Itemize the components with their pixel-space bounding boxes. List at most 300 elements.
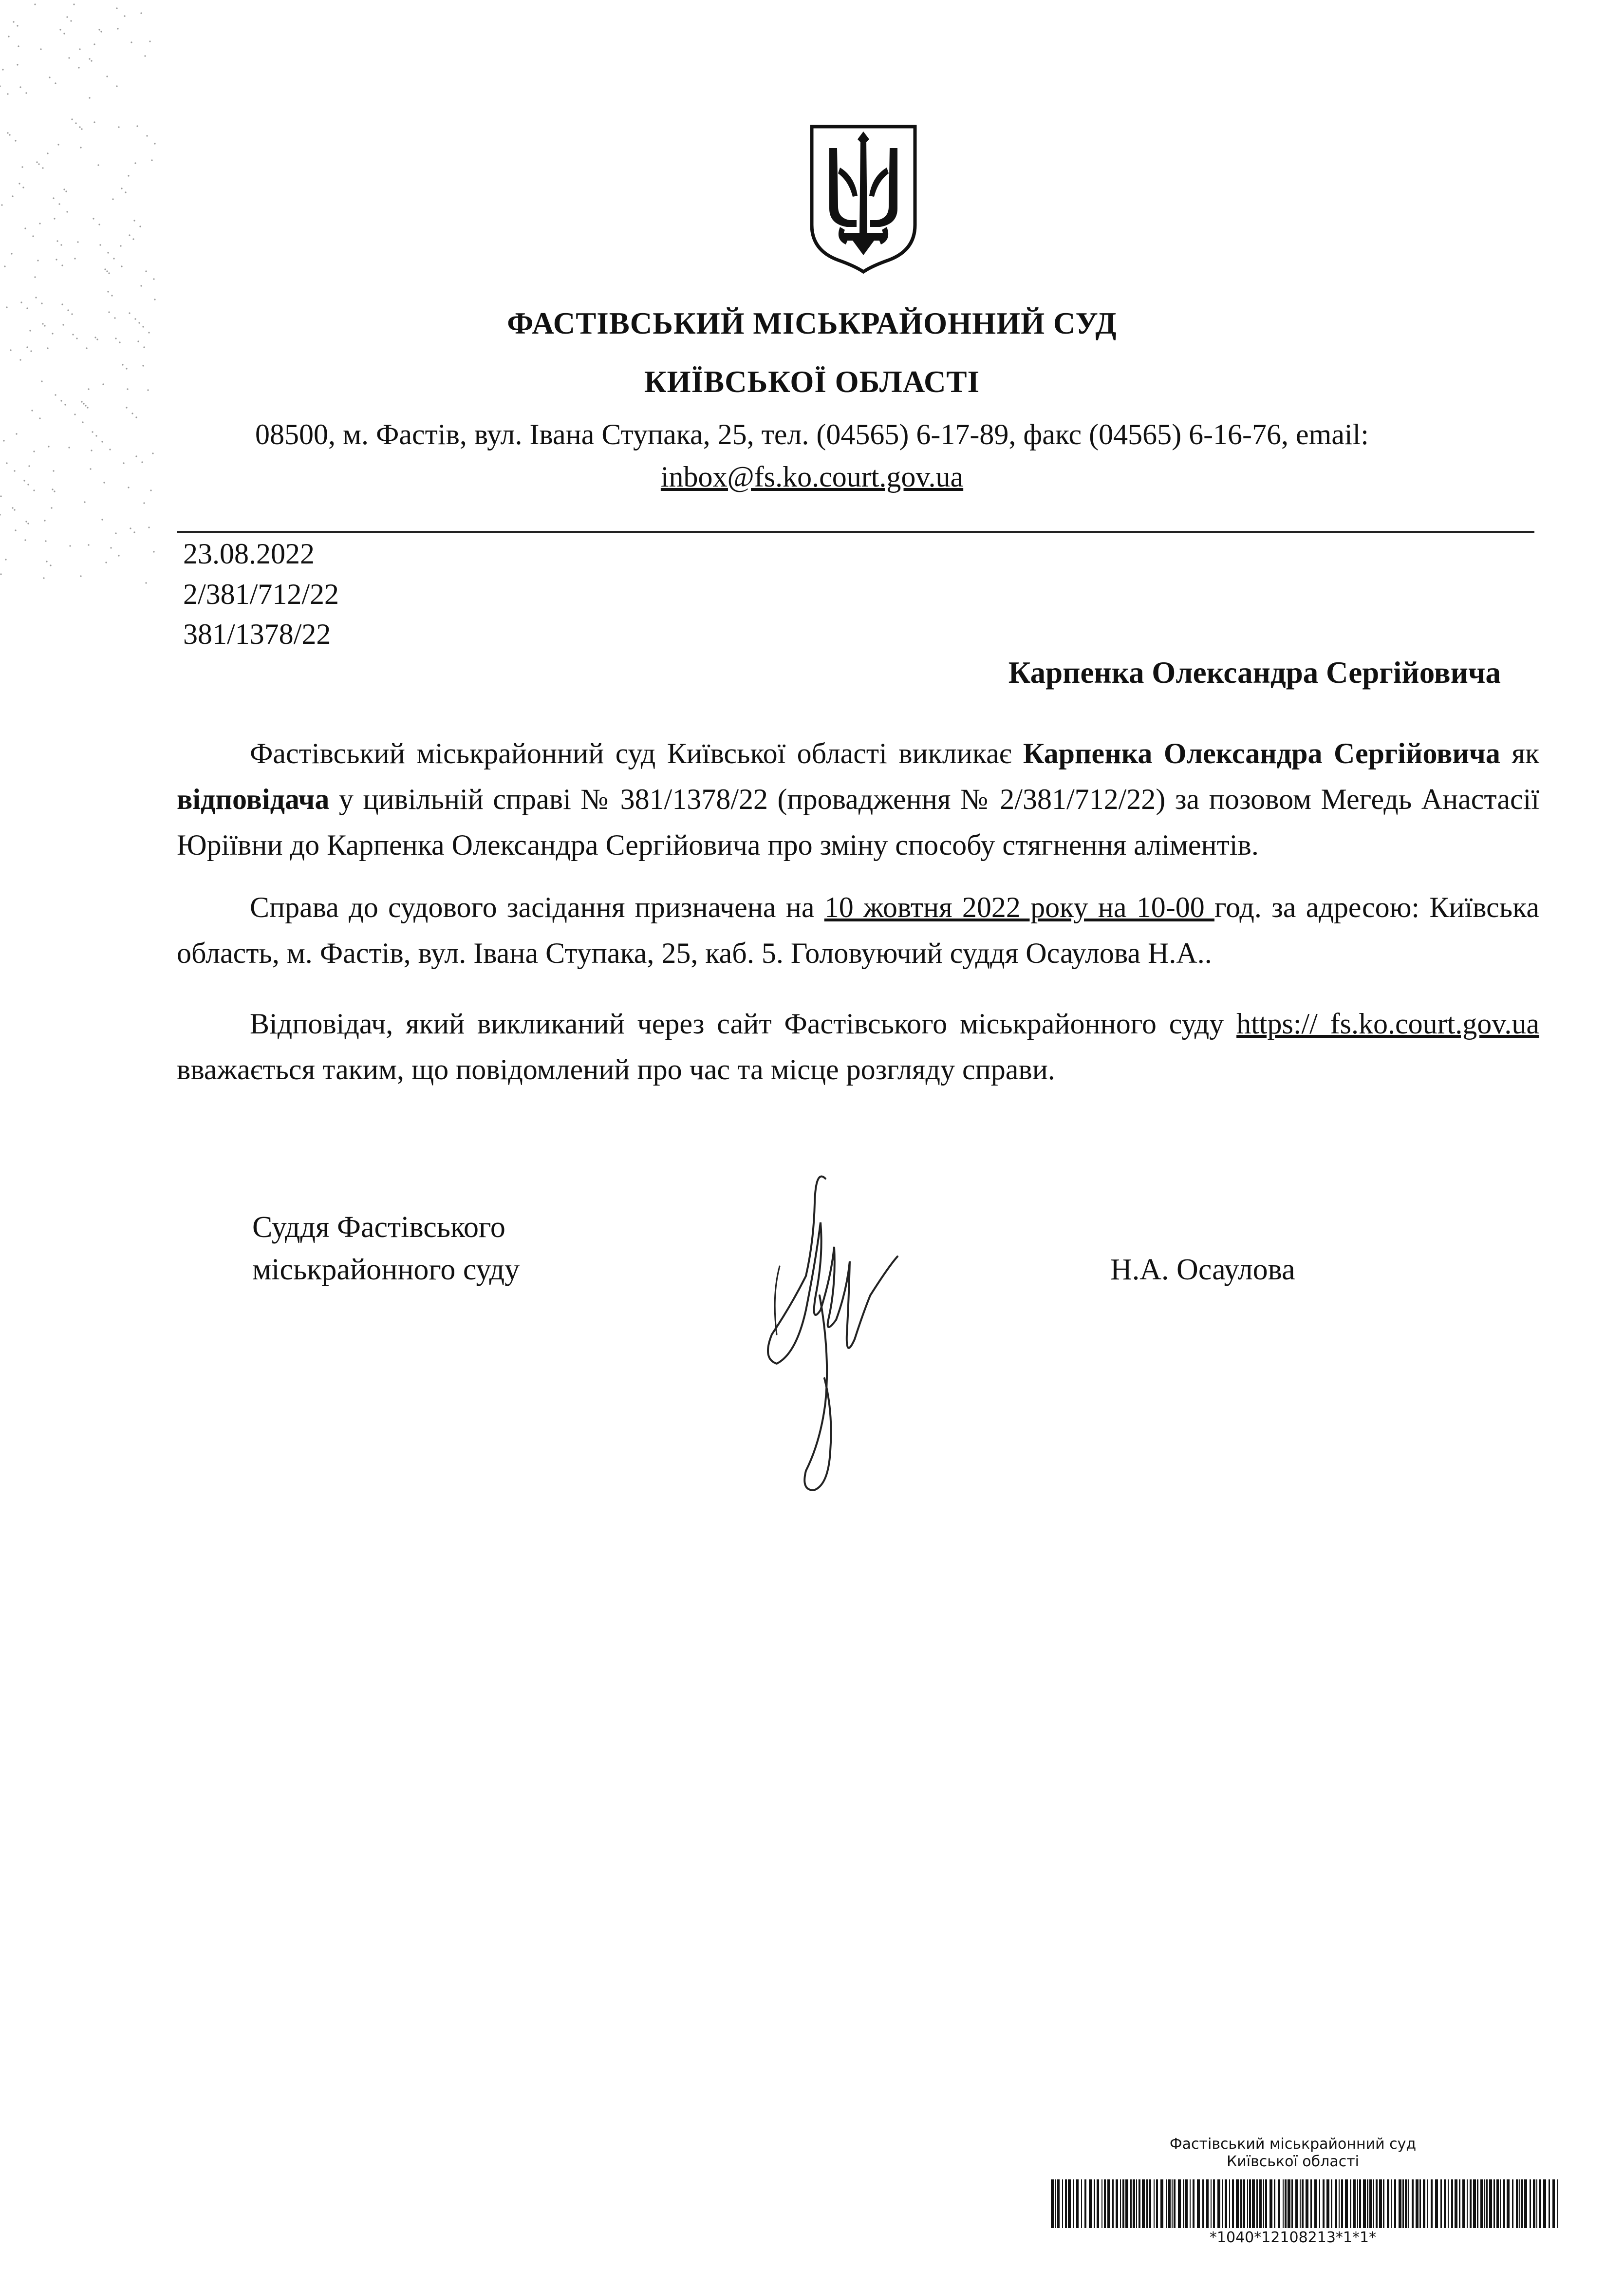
scan-dot (4, 265, 5, 267)
barcode-bar (1444, 2179, 1446, 2228)
barcode-bar (1484, 2179, 1485, 2228)
barcode-bar (1222, 2179, 1223, 2228)
barcode-bar (1122, 2179, 1124, 2228)
scan-dot (140, 12, 142, 14)
scan-dot (87, 407, 88, 408)
scan-dot (61, 264, 63, 266)
barcode-bar (1557, 2179, 1558, 2228)
barcode-bar (1512, 2179, 1513, 2228)
proceeding-number: 2/381/712/22 (183, 578, 339, 610)
barcode-bar (1197, 2179, 1200, 2228)
barcode-bar (1174, 2179, 1176, 2228)
barcode-bar (1295, 2179, 1298, 2228)
scan-dot (106, 75, 108, 77)
scan-dot (143, 502, 145, 504)
scan-dot (85, 405, 86, 406)
barcode-bar (1448, 2179, 1449, 2228)
barcode-bar (1240, 2179, 1242, 2228)
scan-dot (39, 223, 40, 224)
scan-dot (118, 555, 119, 556)
barcode-bar (1225, 2179, 1227, 2228)
scan-dot (151, 159, 152, 161)
barcode-bar (1252, 2179, 1255, 2228)
scan-dot (10, 349, 11, 351)
scan-dot (12, 507, 13, 508)
scan-dot (41, 302, 42, 304)
scan-dot (19, 359, 21, 360)
scan-dot (113, 258, 114, 259)
barcode-bar (1503, 2179, 1505, 2228)
scan-dot (116, 85, 117, 87)
barcode-bar (1229, 2179, 1230, 2228)
scan-dot (40, 48, 41, 50)
barcode-bar (1259, 2179, 1262, 2228)
barcode-bar (1383, 2179, 1384, 2228)
scan-dot (144, 55, 146, 56)
scan-dot (149, 40, 150, 42)
scan-dot (140, 285, 142, 286)
scan-noise (0, 0, 156, 584)
barcode-bar (1345, 2179, 1348, 2228)
barcode-bar (1302, 2179, 1304, 2228)
barcode-bar (1206, 2179, 1209, 2228)
scan-dot (75, 122, 76, 124)
barcode-bar (1399, 2179, 1401, 2228)
barcode-bar (1341, 2179, 1343, 2228)
scan-dot (13, 21, 14, 22)
barcode-bar (1306, 2179, 1308, 2228)
barcode-bar (1489, 2179, 1492, 2228)
scan-dot (17, 64, 18, 65)
barcode-bar (1516, 2179, 1518, 2228)
scan-dot (0, 573, 1, 575)
scan-dot (20, 301, 22, 303)
barcode-bar (1359, 2179, 1361, 2228)
scan-dot (139, 225, 141, 227)
barcode-bar (1265, 2179, 1267, 2228)
barcode-bar (1486, 2179, 1488, 2228)
scan-dot (124, 15, 125, 17)
barcode-bar (1353, 2179, 1356, 2228)
scan-dot (97, 164, 99, 166)
barcode-bar (1247, 2179, 1248, 2228)
barcode-bar (1379, 2179, 1382, 2228)
scan-dot (135, 455, 137, 457)
barcode-bar (1416, 2179, 1419, 2228)
scan-dot (146, 135, 148, 136)
barcode-bar (1278, 2179, 1280, 2228)
scan-dot (70, 20, 72, 21)
scan-dot (12, 195, 13, 197)
barcode-bar (1477, 2179, 1478, 2228)
barcode-bar (1243, 2179, 1245, 2228)
barcode-bar (1213, 2179, 1215, 2228)
barcode-bar (1524, 2179, 1527, 2228)
barcode-bar (1055, 2179, 1056, 2228)
scan-dot (89, 58, 90, 59)
barcode-bar (1549, 2179, 1550, 2228)
barcode-bar (1149, 2179, 1151, 2228)
scan-dot (107, 252, 109, 253)
barcode-bar (1130, 2179, 1132, 2228)
scan-dot (143, 346, 145, 348)
text-span: вважається таким, що повідомлений про час та місце розгляду справи. (177, 1053, 1055, 1086)
scan-dot (98, 224, 100, 225)
barcode-bar (1160, 2179, 1163, 2228)
barcode-bar (1408, 2179, 1409, 2228)
scan-dot (58, 203, 60, 205)
signer-title-line-1: Суддя Фастівського (252, 1211, 505, 1244)
scan-dot (81, 128, 82, 130)
scan-dot (73, 3, 75, 5)
barcode-bar (1419, 2179, 1421, 2228)
barcode-icon (1051, 2179, 1562, 2228)
barcode-bar (1166, 2179, 1167, 2228)
barcode-bar (1496, 2179, 1499, 2228)
scan-dot (51, 507, 52, 508)
barcode-bar (1120, 2179, 1121, 2228)
barcode-bar (1178, 2179, 1181, 2228)
scan-dot (71, 118, 73, 120)
scan-dot (131, 41, 132, 43)
scan-dot (57, 144, 59, 145)
coat-of-arms-icon (806, 123, 921, 275)
scan-dot (119, 341, 120, 343)
barcode-bar (1435, 2179, 1438, 2228)
barcode-label-line-1: Фастівський міськрайонний суд (1169, 2136, 1417, 2153)
barcode-bar (1068, 2179, 1071, 2228)
barcode-bar (1539, 2179, 1541, 2228)
scan-dot (98, 29, 100, 30)
barcode-bar (1104, 2179, 1106, 2228)
barcode-bar (1146, 2179, 1148, 2228)
scan-dot (89, 97, 90, 98)
case-number: 381/1378/22 (183, 618, 331, 650)
scan-dot (42, 167, 43, 169)
text-span: Справа до судового засідання призначена на (250, 891, 824, 923)
barcode-bar (1552, 2179, 1555, 2228)
scan-dot (145, 270, 147, 272)
barcode-bar (1094, 2179, 1095, 2228)
barcode-bar (1350, 2179, 1351, 2228)
scan-dot (5, 559, 6, 560)
scan-dot (112, 198, 113, 200)
scan-dot (34, 276, 36, 278)
scan-dot (83, 403, 84, 404)
scan-dot (22, 187, 24, 188)
scan-dot (25, 521, 27, 522)
scan-dot (154, 143, 155, 144)
scan-dot (59, 29, 61, 30)
barcode-bar (1236, 2179, 1239, 2228)
text-span: год. за адресою: Київська область, м. Фастів, вул. Івана Ступака, 25, каб. 5. Головуючий суддя Осаулова Н.А.. (177, 891, 1539, 969)
header-divider (177, 531, 1534, 533)
barcode-bar (1467, 2179, 1468, 2228)
barcode-bar (1533, 2179, 1535, 2228)
barcode-bar (1065, 2179, 1067, 2228)
barcode-bar (1480, 2179, 1483, 2228)
defendant-name: Карпенка Олександра Сергійовича (1023, 737, 1500, 769)
scan-dot (153, 278, 154, 280)
scan-dot (64, 404, 66, 405)
scan-dot (77, 241, 78, 243)
document-date: 23.08.2022 (183, 538, 315, 570)
scan-dot (54, 218, 55, 219)
scan-dot (68, 57, 70, 58)
scan-dot (0, 495, 1, 497)
scan-dot (105, 562, 107, 563)
scan-dot (43, 577, 44, 579)
scan-dot (110, 547, 112, 548)
scan-dot (63, 33, 65, 34)
barcode-bar (1168, 2179, 1171, 2228)
scan-dot (129, 234, 130, 236)
barcode-bar (1154, 2179, 1155, 2228)
text-span: Фастівський міськрайонний суд Київської області викликає (250, 737, 1023, 769)
barcode-bar (1125, 2179, 1128, 2228)
hearing-date: 10 жовтня 2022 року на 10-00 (824, 891, 1214, 923)
scan-dot (47, 347, 48, 349)
barcode-bar (1367, 2179, 1368, 2228)
scan-dot (93, 121, 95, 123)
scan-dot (111, 295, 112, 296)
scan-dot (145, 582, 147, 583)
scan-dot (84, 501, 85, 503)
scan-dot (18, 45, 19, 47)
scan-dot (133, 220, 135, 221)
scan-dot (104, 268, 106, 270)
barcode-bar (1232, 2179, 1234, 2228)
scan-dot (14, 509, 15, 510)
barcode-bar (1369, 2179, 1372, 2228)
scan-dot (121, 265, 122, 267)
scan-dot (78, 67, 79, 68)
barcode-bar (1269, 2179, 1272, 2228)
scan-dot (31, 410, 33, 411)
barcode-bar (1116, 2179, 1118, 2228)
scan-dot (27, 523, 29, 524)
body-paragraph-3 (177, 1001, 1539, 1092)
barcode-bar (1319, 2179, 1320, 2228)
barcode-label-line-2: Київської області (1226, 2153, 1360, 2170)
scan-dot (65, 190, 67, 192)
barcode-bar (1507, 2179, 1510, 2228)
barcode-bar (1402, 2179, 1404, 2228)
scan-dot (8, 36, 9, 37)
scan-dot (7, 93, 8, 94)
scan-dot (106, 270, 108, 272)
scan-dot (118, 126, 119, 128)
barcode-bar (1331, 2179, 1332, 2228)
barcode-bar (1519, 2179, 1520, 2228)
scan-dot (80, 575, 81, 577)
scan-dot (9, 134, 10, 135)
scan-dot (91, 60, 92, 61)
barcode-bar (1097, 2179, 1099, 2228)
barcode-bar (1076, 2179, 1079, 2228)
scan-dot (24, 539, 26, 541)
barcode-bar (1112, 2179, 1114, 2228)
scan-dot (37, 260, 38, 261)
scan-dot (15, 529, 16, 531)
barcode-bar (1101, 2179, 1102, 2228)
scan-dot (21, 166, 23, 168)
barcode-bar (1133, 2179, 1135, 2228)
barcode-bar (1274, 2179, 1275, 2228)
scan-dot (32, 235, 34, 237)
barcode-bar (1156, 2179, 1158, 2228)
scan-dot (34, 3, 36, 5)
scan-dot (1, 204, 2, 206)
barcode-bar (1473, 2179, 1476, 2228)
scan-dot (36, 161, 37, 163)
barcode-bar (1530, 2179, 1531, 2228)
barcode-bar (1459, 2179, 1460, 2228)
scan-dot (132, 238, 134, 240)
barcode-bar (1172, 2179, 1173, 2228)
scan-dot (134, 162, 136, 164)
body-paragraph-1 (177, 731, 1539, 868)
barcode-bar (1211, 2179, 1212, 2228)
scan-dot (35, 297, 37, 298)
court-name-line-2: КИЇВСЬКОЇ ОБЛАСТІ (644, 365, 980, 399)
court-email-link[interactable]: inbox@fs.ko.court.gov.ua (660, 461, 964, 493)
scan-dot (79, 126, 80, 128)
barcode-bar (1470, 2179, 1472, 2228)
barcode-bar (1521, 2179, 1523, 2228)
scan-dot (0, 514, 1, 515)
barcode-bar (1427, 2179, 1428, 2228)
barcode-bar (1376, 2179, 1378, 2228)
scan-dot (53, 197, 54, 199)
barcode-bar (1136, 2179, 1137, 2228)
scan-dot (154, 299, 155, 300)
barcode-bar (1107, 2179, 1110, 2228)
barcode-bar (1249, 2179, 1251, 2228)
barcode-bar (1391, 2179, 1392, 2228)
scan-dot (55, 82, 56, 84)
barcode-bar (1285, 2179, 1287, 2228)
scan-dot (56, 240, 58, 242)
scan-dot (88, 544, 89, 545)
barcode-bar (1462, 2179, 1465, 2228)
scan-dot (117, 28, 118, 29)
barcode-bar (1073, 2179, 1074, 2228)
barcode-bar (1451, 2179, 1453, 2228)
scan-dot (69, 545, 71, 546)
barcode-bar (1185, 2179, 1188, 2228)
scan-dot (7, 132, 8, 133)
barcode-bar (1536, 2179, 1537, 2228)
barcode-bar (1190, 2179, 1191, 2228)
barcode-bar (1412, 2179, 1414, 2228)
court-website-link[interactable]: https:// fs.ko.court.gov.ua (1236, 1008, 1540, 1040)
barcode-bar (1300, 2179, 1301, 2228)
barcode-bar (1217, 2179, 1220, 2228)
barcode-bar (1142, 2179, 1145, 2228)
scan-dot (66, 211, 68, 212)
scan-dot (11, 253, 12, 254)
scan-dot (61, 303, 63, 305)
barcode-bar (1291, 2179, 1293, 2228)
handwritten-signature (743, 1149, 908, 1500)
scan-dot (152, 452, 153, 454)
barcode-bar (1283, 2179, 1284, 2228)
scan-dot (101, 519, 103, 520)
body-paragraph-2 (177, 884, 1539, 976)
barcode-bar (1057, 2179, 1060, 2228)
scan-dot (19, 183, 20, 184)
barcode-bar (1089, 2179, 1092, 2228)
barcode-bar (1387, 2179, 1389, 2228)
scan-dot (74, 413, 75, 415)
scan-dot (126, 407, 127, 408)
barcode-bar (1288, 2179, 1290, 2228)
scan-dot (38, 163, 39, 165)
court-address: 08500, м. Фастів, вул. Івана Ступака, 25, тел. (04565) 6-17-89, факс (04565) 6-16-76, email: (255, 418, 1369, 450)
barcode-bar (1314, 2179, 1317, 2228)
barcode-bar (1493, 2179, 1495, 2228)
barcode-bar (1373, 2179, 1374, 2228)
addressee-name: Карпенка Олександра Сергійовича (1008, 656, 1501, 690)
barcode-bar (1423, 2179, 1425, 2228)
scan-dot (24, 227, 26, 229)
scan-dot (86, 347, 87, 349)
scan-dot (107, 291, 109, 292)
barcode-bar (1202, 2179, 1204, 2228)
scan-dot (115, 532, 116, 534)
barcode-bar (1335, 2179, 1337, 2228)
scan-dot (60, 400, 62, 401)
scan-dot (80, 147, 81, 148)
scan-dot (79, 48, 80, 50)
scan-dot (50, 564, 51, 566)
scan-dot (130, 527, 131, 529)
scan-dot (46, 561, 47, 562)
text-span: як (1500, 737, 1539, 769)
defendant-role: відповідача (177, 783, 330, 815)
scan-dot (47, 152, 48, 154)
scan-dot (121, 188, 122, 189)
scan-dot (125, 191, 126, 193)
barcode-bar (1256, 2179, 1258, 2228)
barcode-bar (1263, 2179, 1264, 2228)
barcode-bar (1183, 2179, 1184, 2228)
scan-dot (81, 401, 82, 402)
barcode-bar (1326, 2179, 1329, 2228)
scan-dot (66, 16, 68, 18)
barcode-bar (1062, 2179, 1063, 2228)
barcode-bar (1051, 2179, 1054, 2228)
scan-dot (45, 540, 46, 542)
barcode-bar (1081, 2179, 1082, 2228)
barcode-bar (1310, 2179, 1312, 2228)
scan-dot (108, 272, 110, 274)
scan-dot (30, 350, 32, 352)
scan-dot (25, 92, 27, 94)
scan-dot (44, 520, 45, 521)
scan-dot (136, 125, 138, 127)
scan-dot (148, 526, 149, 528)
scan-dot (56, 259, 57, 260)
scan-dot (128, 175, 129, 176)
signer-name: Н.А. Осаулова (1110, 1253, 1295, 1286)
scan-dot (49, 76, 50, 78)
scan-dot (19, 86, 21, 88)
barcode-bar (1440, 2179, 1442, 2228)
scan-dot (2, 69, 3, 70)
barcode-bar (1139, 2179, 1140, 2228)
